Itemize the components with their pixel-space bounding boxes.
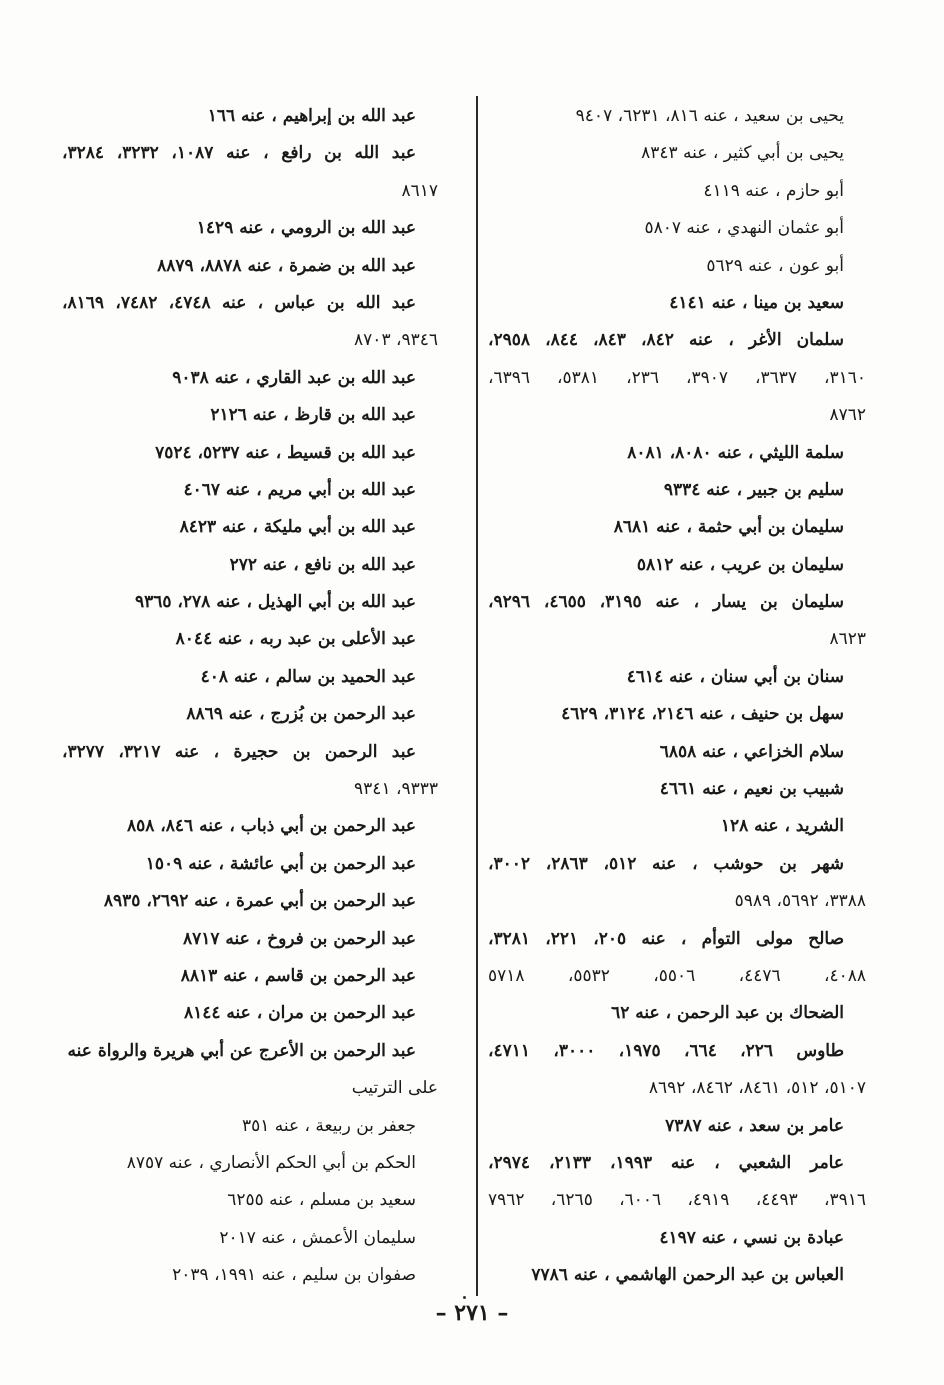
index-entry-line: الحكم بن أبي الحكم الأنصاري ، عنه ٨٧٥٧ <box>126 1152 416 1173</box>
index-entry-line: سعيد بن مينا ، عنه ٤١٤١ <box>669 292 844 313</box>
index-entry-line: عبد الله بن أبي مريم ، عنه ٤٠٦٧ <box>183 479 416 500</box>
index-entry-line: أبو عون ، عنه ٥٦٢٩ <box>706 255 844 276</box>
index-entry-line: عبد الرحمن بن أبي عائشة ، عنه ١٥٠٩ <box>145 853 416 874</box>
index-entry-line: ٨٦٢٣ <box>829 629 866 650</box>
index-entry-line: العباس بن عبد الرحمن الهاشمي ، عنه ٧٧٨٦ <box>531 1265 844 1286</box>
index-entry-line: طاوس ٢٢٦، ٦٦٤، ١٩٧٥، ٣٠٠٠، ٤٧١١، <box>488 1040 844 1061</box>
index-entry-line: سهل بن حنيف ، عنه ٢١٤٦، ٣١٢٤، ٤٦٢٩ <box>561 704 844 725</box>
index-entry-line: عامر الشعبي ، عنه ١٩٩٣، ٢١٣٣، ٢٩٧٤، <box>488 1152 844 1173</box>
index-entry-line: سلمان الأغر ، عنه ٨٤٢، ٨٤٣، ٨٤٤، ٢٩٥٨، <box>488 330 845 351</box>
index-entry-line: عبادة بن نسي ، عنه ٤١٩٧ <box>659 1227 844 1248</box>
index-entry-line: عبد الله بن نافع ، عنه ٢٧٢ <box>229 554 416 575</box>
index-entry-line: عبد الله بن رافع ، عنه ١٠٨٧، ٣٢٣٢، ٣٢٨٤، <box>62 143 417 164</box>
ink-speck <box>463 1296 466 1299</box>
index-entry-line: عبد الله بن ضمرة ، عنه ٨٨٧٨، ٨٨٧٩ <box>157 255 416 276</box>
index-entry-line: أبو حازم ، عنه ٤١١٩ <box>703 180 844 201</box>
index-entry-line: سليمان الأعمش ، عنه ٢٠١٧ <box>219 1227 416 1248</box>
index-entry-line: عبد الرحمن بن فروخ ، عنه ٨٧١٧ <box>182 928 416 949</box>
index-entry-line: شبيب بن نعيم ، عنه ٤٦٦١ <box>659 779 844 800</box>
index-entry-line: عامر بن سعد ، عنه ٧٣٨٧ <box>665 1115 844 1136</box>
index-entry-line: صالح مولى التوأم ، عنه ٢٠٥، ٢٢١، ٣٢٨١، <box>488 928 845 949</box>
index-entry-line: شهر بن حوشب ، عنه ٥١٢، ٢٨٦٣، ٣٠٠٢، <box>488 853 845 874</box>
index-entry-line: عبد الله بن قارظ ، عنه ٢١٢٦ <box>210 405 416 426</box>
right-index-column <box>488 98 866 1295</box>
index-entry-line: عبد الرحمن بن حجيرة ، عنه ٣٢١٧، ٣٢٧٧، <box>62 741 417 762</box>
index-entry-line: ٣١٦٠، ٣٦٣٧، ٣٩٠٧، ٢٣٦، ٥٣٨١، ٦٣٩٦، <box>488 367 866 388</box>
index-entry-line: عبد الرحمن بن أبي عمرة ، عنه ٢٦٩٢، ٨٩٣٥ <box>103 891 416 912</box>
index-entry-line: الضحاك بن عبد الرحمن ، عنه ٦٢ <box>611 1003 844 1024</box>
index-entry-line: سليمان بن يسار ، عنه ٣١٩٥، ٤٦٥٥، ٩٢٩٦، <box>488 592 845 613</box>
index-entry-line: عبد الله بن أبي مليكة ، عنه ٨٤٢٣ <box>179 517 416 538</box>
index-entry-line: جعفر بن ربيعة ، عنه ٣٥١ <box>241 1115 416 1136</box>
index-entry-line: عبد الرحمن بن بُزرج ، عنه ٨٨٦٩ <box>186 704 416 725</box>
index-entry-line: يحيى بن أبي كثير ، عنه ٨٣٤٣ <box>641 143 844 164</box>
index-entry-line: عبد الله بن الرومي ، عنه ١٤٢٩ <box>196 218 416 239</box>
index-entry-line: ٣٩١٦، ٤٤٩٣، ٤٩١٩، ٦٠٠٦، ٦٢٦٥، ٧٩٦٢ <box>488 1190 866 1211</box>
index-entry-line: سلمة الليثي ، عنه ٨٠٨٠، ٨٠٨١ <box>627 442 844 463</box>
index-entry-line: عبد الله بن قسيط ، عنه ٥٢٣٧، ٧٥٢٤ <box>155 442 416 463</box>
column-divider <box>476 96 478 1296</box>
index-entry-line: سليم بن جبير ، عنه ٩٣٣٤ <box>663 479 844 500</box>
index-entry-line: عبد الرحمن بن الأعرج عن أبي هريرة والرواة عنه <box>67 1040 416 1061</box>
index-entry-line: ٣٣٨٨، ٥٦٩٢، ٥٩٨٩ <box>734 891 866 912</box>
index-entry-line: سعيد بن مسلم ، عنه ٦٢٥٥ <box>227 1190 416 1211</box>
index-entry-line: عبد الله بن أبي الهذيل ، عنه ٢٧٨، ٩٣٦٥ <box>134 592 416 613</box>
index-entry-line: سلام الخزاعي ، عنه ٦٨٥٨ <box>659 741 844 762</box>
index-entry-line: ٥١٠٧، ٥١٢، ٨٤٦١، ٨٤٦٢، ٨٦٩٢ <box>648 1078 866 1099</box>
index-entry-line: عبد الله بن عباس ، عنه ٤٧٤٨، ٧٤٨٢، ٨١٦٩، <box>62 292 416 313</box>
index-entry-line: عبد الرحمن بن قاسم ، عنه ٨٨١٣ <box>180 965 416 986</box>
index-entry-line: يحيى بن سعيد ، عنه ٨١٦، ٦٢٣١، ٩٤٠٧ <box>575 106 844 126</box>
index-entry-line: سليمان بن أبي حثمة ، عنه ٨٦٨١ <box>613 517 844 538</box>
index-entry-line: عبد الله بن إبراهيم ، عنه ١٦٦ <box>207 106 416 126</box>
index-entry-line: ٩٣٤٦، ٨٧٠٣ <box>354 330 438 351</box>
index-entry-line: ٩٣٣٣، ٩٣٤١ <box>354 779 438 800</box>
left-index-column <box>62 98 438 1295</box>
index-entry-line: ٤٠٨٨، ٤٤٧٦، ٥٥٠٦، ٥٥٣٢، ٥٧١٨ <box>488 965 866 986</box>
index-entry-line: عبد الحميد بن سالم ، عنه ٤٠٨ <box>200 666 416 687</box>
index-entry-line: عبد الأعلى بن عبد ربه ، عنه ٨٠٤٤ <box>175 629 416 650</box>
index-entry-line: سنان بن أبي سنان ، عنه ٤٦١٤ <box>626 666 844 687</box>
index-entry-line: ٨٧٦٢ <box>829 405 866 426</box>
index-entry-line: ٨٦١٧ <box>401 180 438 201</box>
index-entry-line: عبد الرحمن بن أبي ذباب ، عنه ٨٤٦، ٨٥٨ <box>126 816 416 837</box>
index-entry-line: الشريد ، عنه ١٢٨ <box>720 816 844 837</box>
index-entry-line: صفوان بن سليم ، عنه ١٩٩١، ٢٠٣٩ <box>172 1265 416 1286</box>
page-number: – ٢٧١ – <box>435 1300 509 1326</box>
index-entry-line: على الترتيب <box>351 1078 438 1099</box>
index-entry-line: سليمان بن عريب ، عنه ٥٨١٢ <box>636 554 844 575</box>
index-entry-line: أبو عثمان النهدي ، عنه ٥٨٠٧ <box>644 218 844 239</box>
index-entry-line: عبد الله بن عبد القاري ، عنه ٩٠٣٨ <box>172 367 416 388</box>
index-entry-line: عبد الرحمن بن مران ، عنه ٨١٤٤ <box>183 1003 416 1024</box>
